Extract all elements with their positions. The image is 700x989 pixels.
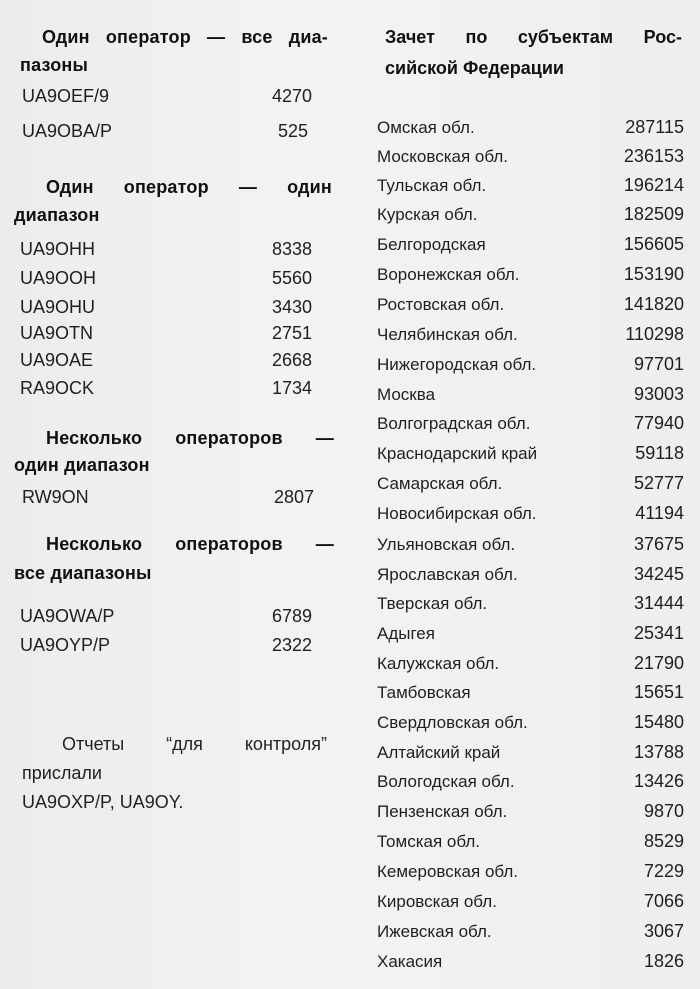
region-score: 182509 xyxy=(623,204,684,224)
region-name: Тамбовская xyxy=(377,683,471,702)
region-name: Томская обл. xyxy=(377,832,480,851)
region-row xyxy=(377,171,684,200)
region-score: 15651 xyxy=(633,682,684,702)
region-score: 41194 xyxy=(635,503,684,523)
region-name: Хакасия xyxy=(377,952,443,971)
region-row xyxy=(377,142,684,171)
region-score: 34245 xyxy=(633,564,684,584)
region-name: Свердловская обл. xyxy=(377,713,528,732)
region-row xyxy=(377,439,684,468)
region-name: Новосибирская обл. xyxy=(377,504,537,523)
callsign: RA9OCK xyxy=(20,378,95,398)
region-name: Нижегородская обл. xyxy=(377,355,537,374)
region-name: Челябинская обл. xyxy=(377,325,518,344)
region-name: Пензенская обл. xyxy=(377,802,508,821)
result-row xyxy=(20,602,312,630)
region-score: 1826 xyxy=(643,951,684,971)
callsign: UA9OEF/9 xyxy=(22,86,110,106)
region-row xyxy=(377,947,684,976)
note-line: UA9OXP/P, UA9OY. xyxy=(22,792,184,812)
score: 8338 xyxy=(271,239,312,259)
section-heading-cont xyxy=(14,558,314,588)
callsign: UA9OBA/P xyxy=(22,121,113,141)
region-name: Кировская обл. xyxy=(377,892,497,911)
region-name: Москва xyxy=(377,385,436,404)
region-score: 110298 xyxy=(625,324,684,344)
result-row xyxy=(20,374,312,402)
region-score: 236153 xyxy=(623,146,684,166)
region-name: Московская обл. xyxy=(377,147,508,166)
region-name: Краснодарский край xyxy=(377,444,538,463)
region-row xyxy=(377,409,684,438)
region-score: 13426 xyxy=(633,771,684,791)
heading-line: Зачет по субъектам Рос- xyxy=(385,27,682,47)
region-row xyxy=(377,619,684,648)
region-name: Самарская обл. xyxy=(377,474,503,493)
score: 5560 xyxy=(271,268,312,288)
heading-line: сийской Федерации xyxy=(385,58,564,78)
region-name: Воронежская обл. xyxy=(377,265,520,284)
region-row xyxy=(377,290,684,319)
region-score: 8529 xyxy=(643,831,684,851)
region-name: Кемеровская обл. xyxy=(377,862,519,881)
callsign: UA9OTN xyxy=(20,323,94,343)
region-row xyxy=(377,887,684,916)
heading-line: Несколько операторов — xyxy=(46,534,334,554)
callsign: UA9OHU xyxy=(20,297,96,317)
score: 2751 xyxy=(271,323,312,343)
score: 2322 xyxy=(271,635,312,655)
region-row xyxy=(377,260,684,289)
heading-line: Несколько операторов — xyxy=(46,428,334,448)
region-row xyxy=(377,530,684,559)
region-name: Белгородская xyxy=(377,235,486,254)
region-score: 31444 xyxy=(633,593,684,613)
callsign: UA9OYP/P xyxy=(20,635,111,655)
note-line: прислали xyxy=(22,763,102,783)
region-row xyxy=(377,320,684,349)
section-heading-cont xyxy=(14,450,314,480)
score: 525 xyxy=(277,121,308,141)
heading-line: пазоны xyxy=(20,55,89,75)
callsign: RW9ON xyxy=(22,487,89,507)
region-row xyxy=(377,767,684,796)
region-row xyxy=(377,797,684,826)
result-row xyxy=(20,631,312,659)
region-score: 97701 xyxy=(633,354,684,374)
heading-line: Один оператор — все диа- xyxy=(42,27,328,47)
region-name: Вологодская обл. xyxy=(377,772,515,791)
region-name: Омская обл. xyxy=(377,118,475,137)
region-score: 15480 xyxy=(633,712,684,732)
section-heading-cont xyxy=(14,200,314,230)
score: 2668 xyxy=(271,350,312,370)
region-name: Тульская обл. xyxy=(377,176,487,195)
heading-line: Один оператор — один xyxy=(46,177,332,197)
score: 3430 xyxy=(271,297,312,317)
callsign: UA9OAE xyxy=(20,350,94,370)
score: 1734 xyxy=(271,378,312,398)
callsign: UA9OWA/P xyxy=(20,606,115,626)
region-score: 196214 xyxy=(623,175,684,195)
region-score: 9870 xyxy=(643,801,684,821)
section-heading xyxy=(46,172,332,202)
region-name: Адыгея xyxy=(377,624,435,643)
region-row xyxy=(377,589,684,618)
region-name: Алтайский край xyxy=(377,743,501,762)
result-row xyxy=(20,264,312,292)
score: 2807 xyxy=(273,487,314,507)
region-row xyxy=(377,499,684,528)
section-heading-cont xyxy=(20,50,320,80)
region-row xyxy=(377,350,684,379)
result-row xyxy=(20,293,312,321)
region-score: 21790 xyxy=(633,653,684,673)
region-score: 141820 xyxy=(623,294,684,314)
section-heading xyxy=(46,423,334,453)
control-reports-note xyxy=(22,730,327,817)
section-heading xyxy=(46,529,334,559)
region-row xyxy=(377,113,684,142)
note-line: Отчеты “для контроля” xyxy=(62,734,327,754)
region-row xyxy=(377,917,684,946)
region-row xyxy=(377,857,684,886)
region-score: 25341 xyxy=(633,623,684,643)
score: 4270 xyxy=(271,86,312,106)
region-row xyxy=(377,827,684,856)
region-row xyxy=(377,678,684,707)
heading-line: диапазон xyxy=(14,205,100,225)
region-score: 13788 xyxy=(633,742,684,762)
region-score: 153190 xyxy=(623,264,684,284)
result-row xyxy=(20,235,312,263)
left-column xyxy=(0,0,335,989)
region-row xyxy=(377,708,684,737)
callsign: UA9OHH xyxy=(20,239,96,259)
region-name: Ярославская обл. xyxy=(377,565,518,584)
result-row xyxy=(20,319,312,347)
heading-line: все диапазоны xyxy=(14,563,152,583)
region-score: 59118 xyxy=(635,443,684,463)
region-row xyxy=(377,738,684,767)
region-score: 3067 xyxy=(643,921,684,941)
region-score: 156605 xyxy=(623,234,684,254)
region-row xyxy=(377,469,684,498)
region-score: 37675 xyxy=(633,534,684,554)
region-score: 7066 xyxy=(643,891,684,911)
region-row xyxy=(377,200,684,229)
region-name: Тверская обл. xyxy=(377,594,488,613)
region-name: Калужская обл. xyxy=(377,654,500,673)
region-name: Ульяновская обл. xyxy=(377,535,516,554)
region-score: 287115 xyxy=(625,117,684,137)
region-name: Ижевская обл. xyxy=(377,922,492,941)
region-name: Ростовская обл. xyxy=(377,295,505,314)
result-row xyxy=(22,117,308,145)
result-row xyxy=(22,483,314,511)
region-name: Курская обл. xyxy=(377,205,478,224)
region-score: 77940 xyxy=(633,413,684,433)
result-row xyxy=(20,346,312,374)
region-name: Волгоградская обл. xyxy=(377,414,531,433)
score: 6789 xyxy=(271,606,312,626)
heading-line: один диапазон xyxy=(14,455,150,475)
region-row xyxy=(377,230,684,259)
callsign: UA9OOH xyxy=(20,268,97,288)
right-column xyxy=(345,0,695,989)
section-heading xyxy=(42,22,328,52)
regions-heading xyxy=(385,22,682,84)
region-score: 7229 xyxy=(643,861,684,881)
region-score: 93003 xyxy=(633,384,684,404)
region-row xyxy=(377,560,684,589)
region-row xyxy=(377,649,684,678)
result-row xyxy=(22,82,312,110)
region-row xyxy=(377,380,684,409)
region-score: 52777 xyxy=(633,473,684,493)
